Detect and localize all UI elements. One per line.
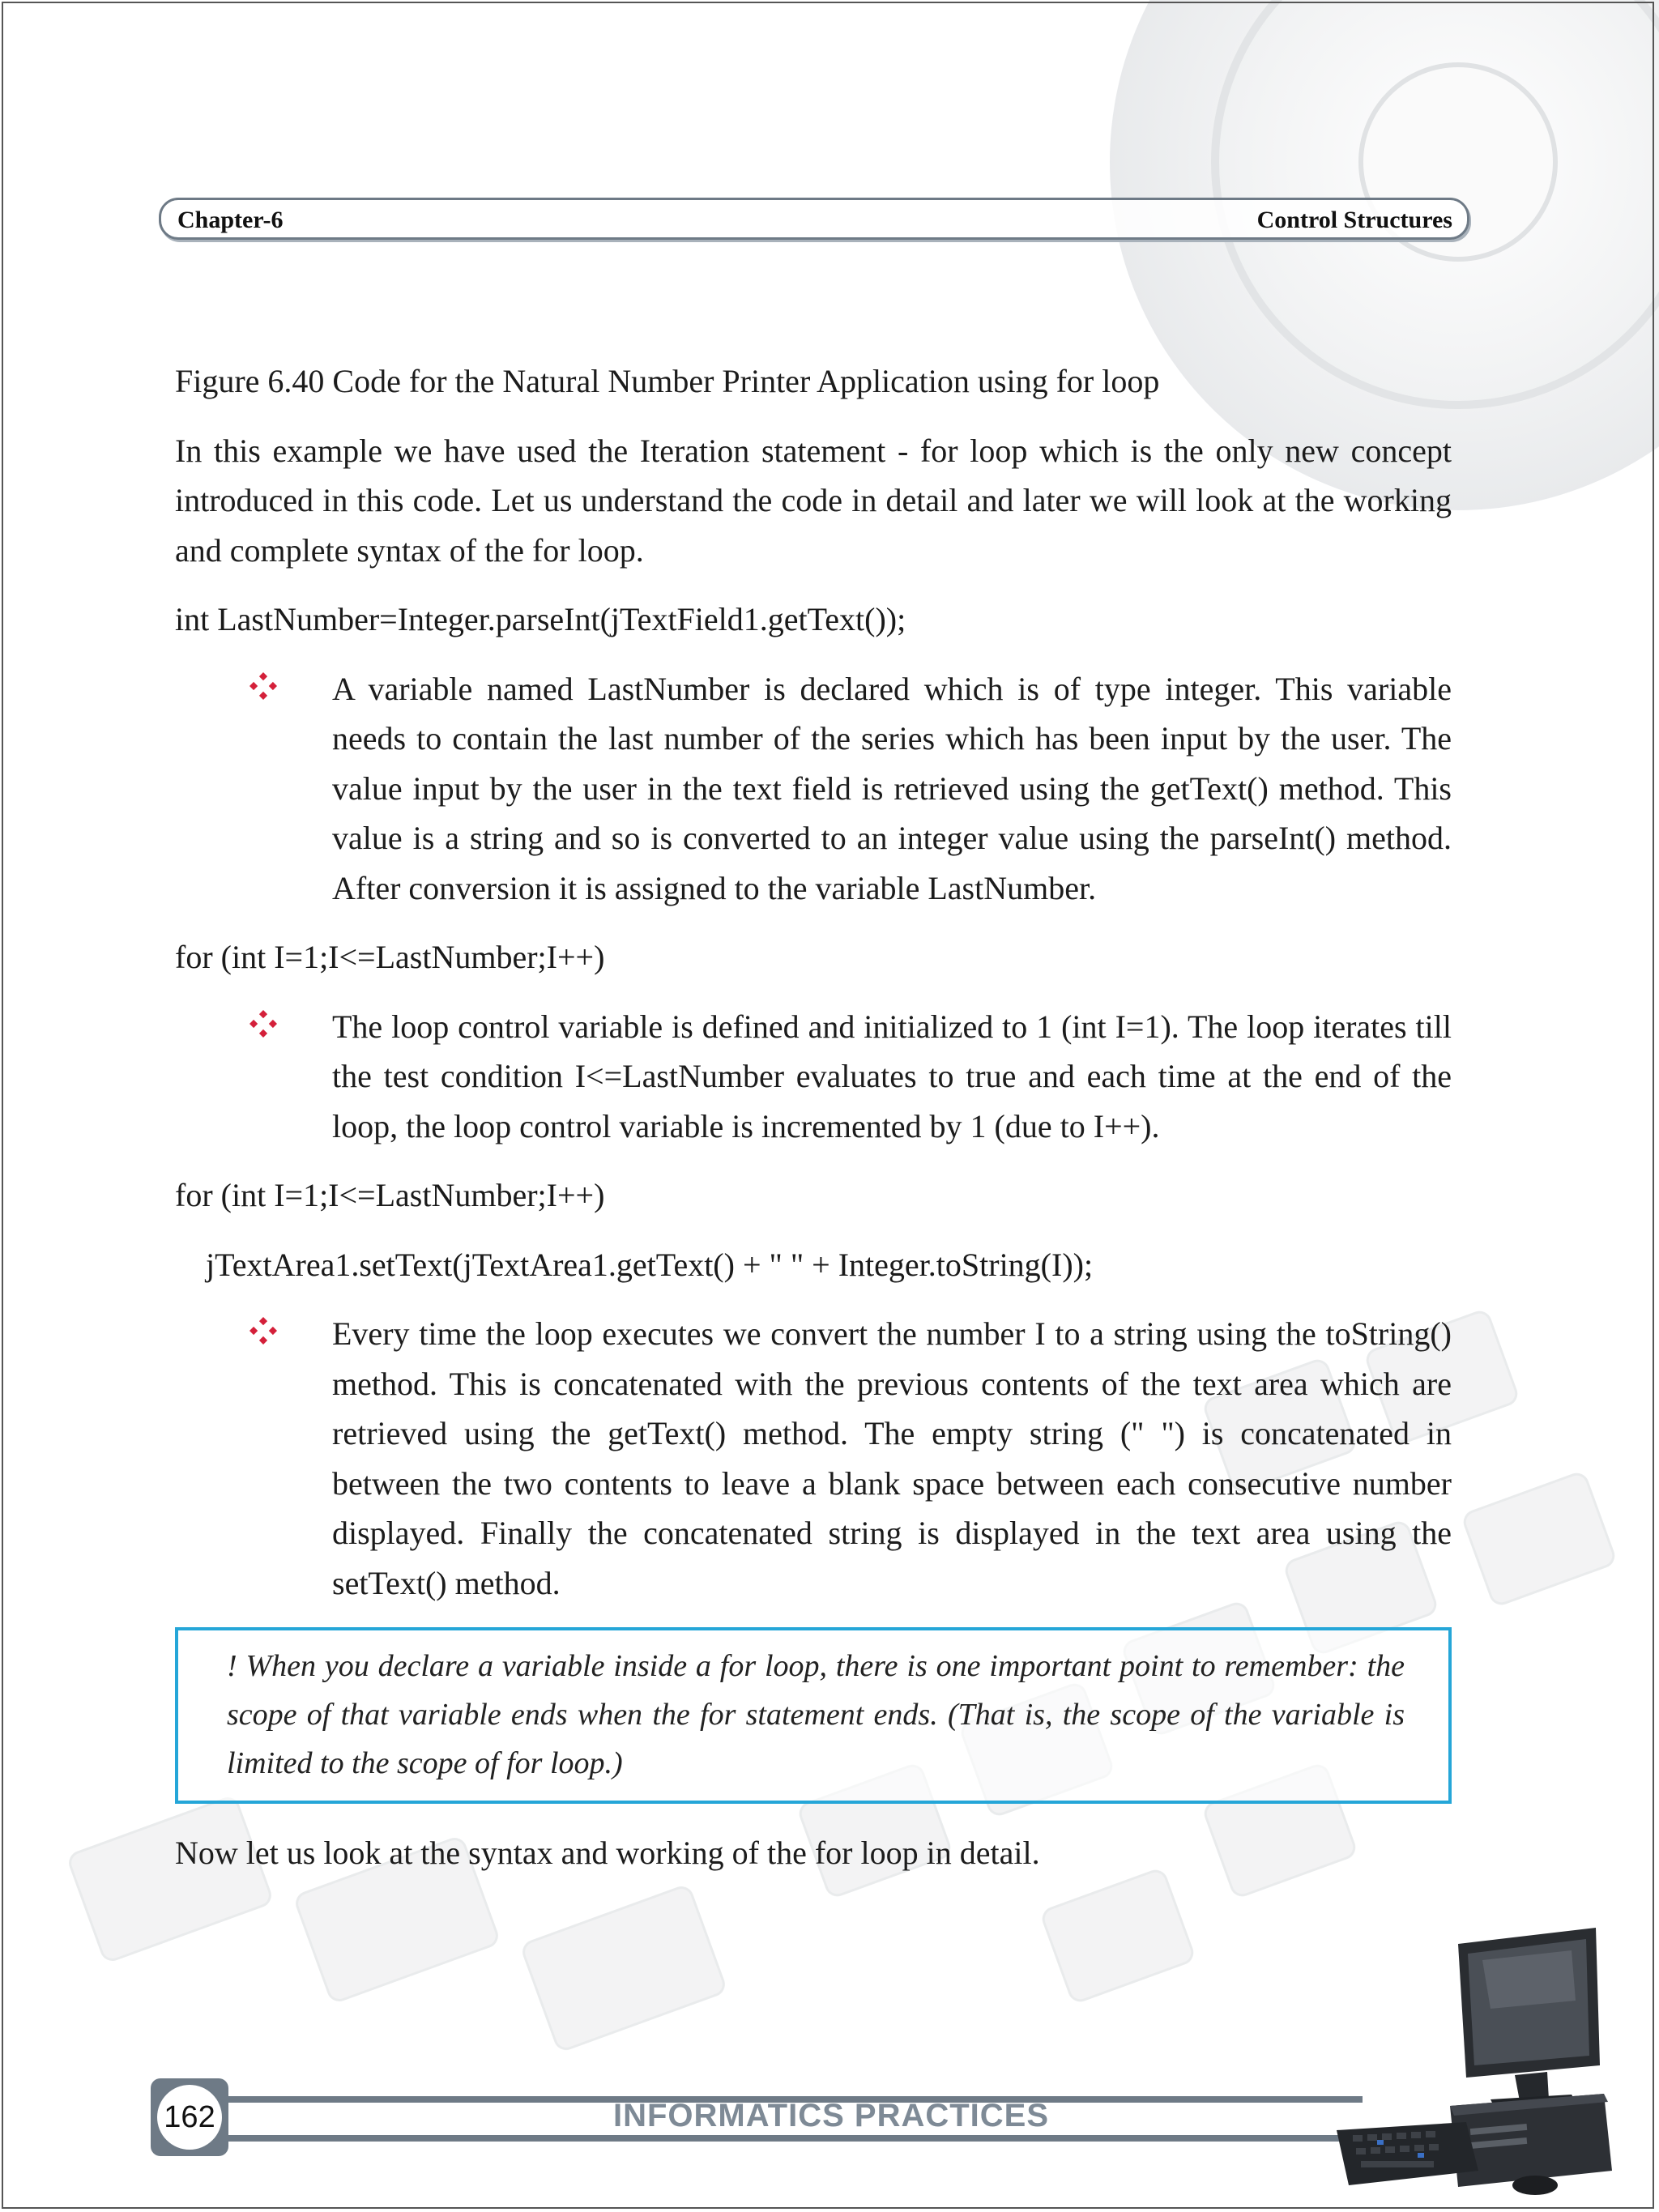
intro-paragraph: In this example we have used the Iteration statement - for loop which is the only new concept introduced in this code. Let us understand the code in detail and later we will look at the working and complete syntax of the for loop. bbox=[175, 432, 1452, 569]
code-line-for: for (int I=1;I<=LastNumber;I++) bbox=[175, 939, 605, 975]
note-box bbox=[175, 1627, 1452, 1804]
page-content bbox=[175, 356, 1452, 1898]
four-diamond-bullet-icon bbox=[249, 1317, 277, 1345]
closing-paragraph: Now let us look at the syntax and working of the for loop in detail. bbox=[175, 1835, 1040, 1871]
chapter-header bbox=[159, 198, 1469, 240]
section-label: Control Structures bbox=[1256, 207, 1452, 233]
footer-rule-bottom bbox=[212, 2135, 1363, 2142]
four-diamond-bullet-icon bbox=[249, 1010, 277, 1038]
bullet-text: Every time the loop executes we convert the number I to a string using the toString() method. This is concatenated with the previous contents of the text area which are retrieved using the getText() method. The empty string (" ") is concatenated in between the two contents to leave a blank space between each consecutive number displayed. Finally the concatenated string is displayed in the text area using the setText() method. bbox=[332, 1315, 1452, 1601]
chapter-label: Chapter-6 bbox=[177, 207, 284, 233]
code-line-parseint: int LastNumber=Integer.parseInt(jTextField1.getText()); bbox=[175, 601, 906, 637]
bullet-text: The loop control variable is defined and initialized to 1 (int I=1). The loop iterates till the test condition I<=LastNumber evaluates to true and each time at the end of the loop, the loop control variable is incremented by 1 (due to I++). bbox=[332, 1008, 1452, 1144]
code-line-settext: jTextArea1.setText(jTextArea1.getText() + " " + Integer.toString(I)); bbox=[206, 1246, 1094, 1283]
figure-caption: Figure 6.40 Code for the Natural Number Printer Application using for loop bbox=[175, 363, 1160, 399]
page-number: 162 bbox=[157, 2085, 222, 2150]
bullet-text: A variable named LastNumber is declared which is of type integer. This variable needs to contain the last number of the series which has been input by the user. The value input by the user in the text field is retrieved using the getText() method. This value is a string and so is converted to an integer value using the parseInt() method. After conversion it is assigned to the variable LastNumber. bbox=[332, 670, 1452, 906]
bullet-item bbox=[175, 1309, 1452, 1608]
four-diamond-bullet-icon bbox=[249, 672, 277, 700]
code-line-for: for (int I=1;I<=LastNumber;I++) bbox=[175, 1177, 605, 1213]
bullet-item bbox=[175, 1002, 1452, 1152]
book-title: INFORMATICS PRACTICES bbox=[612, 2098, 1050, 2133]
page-number-badge bbox=[151, 2078, 228, 2156]
desktop-computer-illustration bbox=[1328, 1928, 1620, 2195]
bullet-item bbox=[175, 664, 1452, 914]
note-text: ! When you declare a variable inside a for loop, there is one important point to remember: the scope of that variable ends when the for statement ends. (That is, the scope of the variable is limited to the scope of for loop.) bbox=[227, 1649, 1405, 1780]
